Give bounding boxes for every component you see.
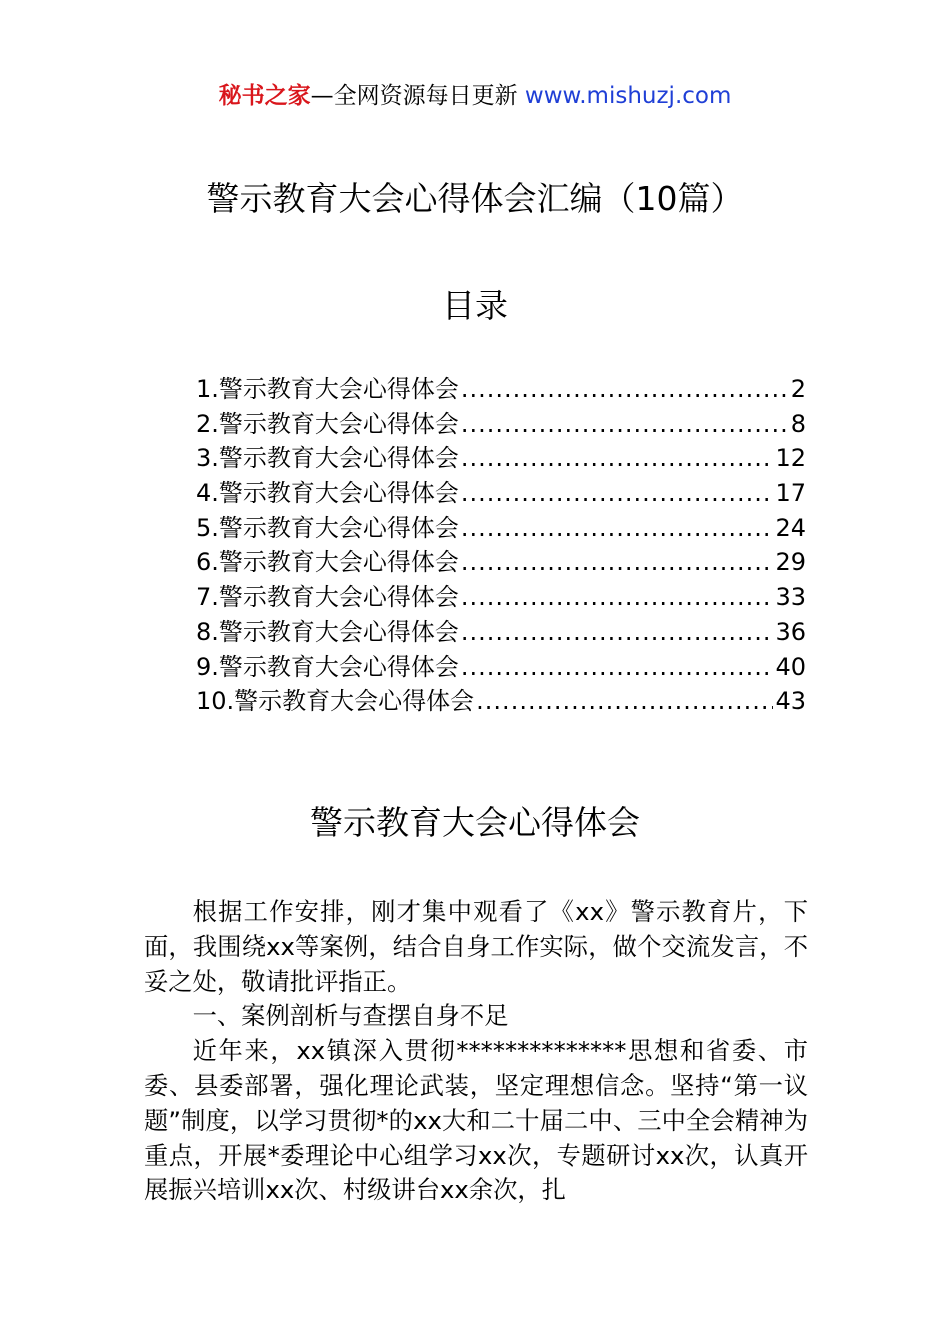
toc-item-page: 12 <box>775 444 806 473</box>
toc-item-label: 2.警示教育大会心得体会 <box>196 409 459 438</box>
toc-dot-leader <box>461 580 774 614</box>
toc-item-label: 10.警示教育大会心得体会 <box>196 687 475 716</box>
toc-dot-leader <box>461 650 774 684</box>
table-of-contents <box>196 372 806 719</box>
toc-item-page: 8 <box>790 409 806 438</box>
toc-item[interactable] <box>196 684 806 719</box>
header-tagline: —全网资源每日更新 <box>310 83 525 109</box>
brand-name: 秘书之家 <box>218 83 311 109</box>
toc-item-label: 3.警示教育大会心得体会 <box>196 444 459 473</box>
toc-item-page: 2 <box>790 375 806 403</box>
toc-item-label: 5.警示教育大会心得体会 <box>196 513 459 542</box>
toc-item[interactable] <box>196 511 806 546</box>
toc-item-label: 1.警示教育大会心得体会 <box>196 375 459 403</box>
toc-item-label: 9.警示教育大会心得体会 <box>196 652 459 681</box>
toc-heading: 目录 <box>442 286 508 325</box>
toc-item-page: 43 <box>775 687 806 716</box>
toc-dot-leader <box>461 615 774 649</box>
toc-item-label: 4.警示教育大会心得体会 <box>196 479 459 508</box>
document-title: 警示教育大会心得体会汇编（10篇） <box>206 179 744 218</box>
toc-item-label: 7.警示教育大会心得体会 <box>196 583 459 612</box>
toc-item-label: 6.警示教育大会心得体会 <box>196 548 459 577</box>
toc-dot-leader <box>461 511 774 545</box>
toc-item[interactable] <box>196 407 806 442</box>
toc-item-page: 33 <box>775 583 806 612</box>
toc-item-label: 8.警示教育大会心得体会 <box>196 617 459 646</box>
toc-item-page: 36 <box>775 617 806 646</box>
toc-item-page: 17 <box>775 479 806 508</box>
toc-item-page: 24 <box>775 513 806 542</box>
paragraph-heading: 一、案例剖析与查摆自身不足 <box>192 1001 509 1031</box>
toc-item[interactable] <box>196 615 806 650</box>
toc-item[interactable] <box>196 441 806 476</box>
toc-dot-leader <box>461 545 774 579</box>
toc-item[interactable] <box>196 580 806 615</box>
toc-item[interactable] <box>196 650 806 685</box>
toc-dot-leader <box>461 441 774 475</box>
section-title: 警示教育大会心得体会 <box>310 803 640 842</box>
site-header <box>0 80 950 112</box>
paragraph: 根据工作安排，刚才集中观看了《xx》警示教育片，下面，我围绕xx等案例，结合自身工作实际，做个交流发言，不妥之处，敬请批评指正。 <box>144 897 808 996</box>
toc-item[interactable] <box>196 545 806 580</box>
paragraph: 近年来，xx镇深入贯彻**************思想和省委、市委、县委部署，强化理论武装，坚定理想信念。坚持“第一议题”制度，以学习贯彻*的xx大和二十届二中、三中全会精神为重点，开展*委理论中心组学习xx次，专题研讨xx次，认真开展振兴培训xx次、村级讲台xx余次，扎 <box>144 1036 808 1205</box>
toc-dot-leader <box>461 476 774 510</box>
site-url-link[interactable]: www.mishuzj.com <box>524 83 732 109</box>
toc-dot-leader <box>461 407 789 441</box>
toc-item-page: 29 <box>775 548 806 577</box>
body-text <box>144 895 808 1208</box>
toc-item[interactable] <box>196 476 806 511</box>
toc-item[interactable] <box>196 372 806 407</box>
toc-dot-leader <box>476 684 773 718</box>
toc-item-page: 40 <box>775 652 806 681</box>
toc-dot-leader <box>461 372 789 406</box>
